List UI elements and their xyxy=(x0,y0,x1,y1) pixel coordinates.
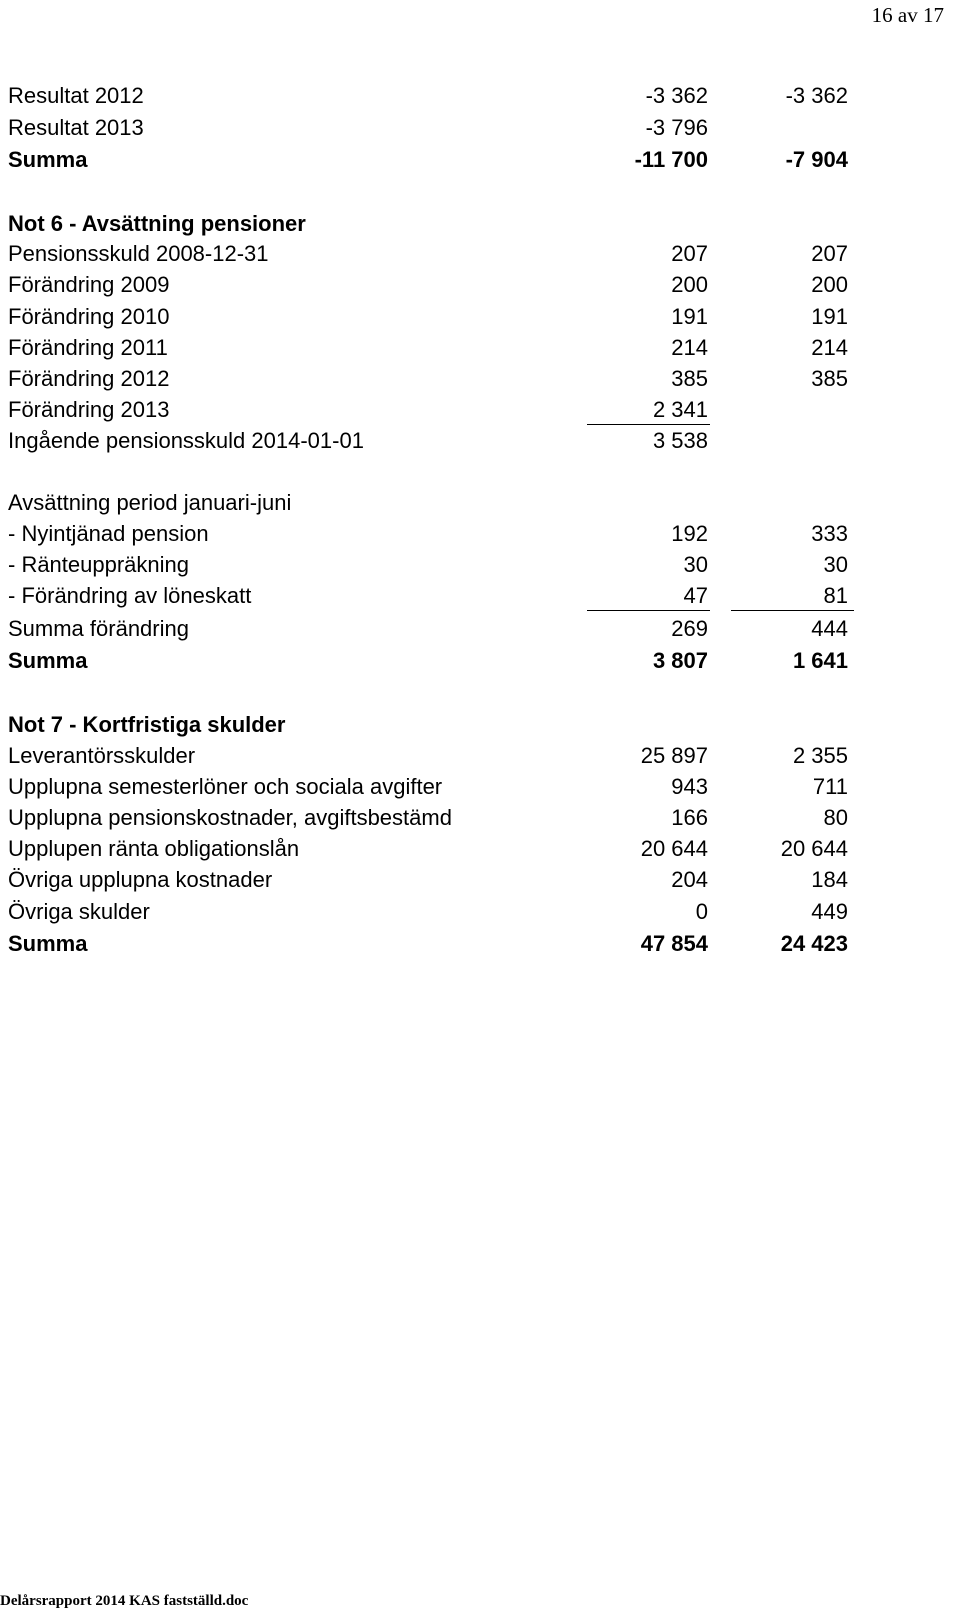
row-forandring-2010 xyxy=(8,303,848,331)
value-col-2: 184 xyxy=(811,867,848,892)
row-label: Upplupna semesterlöner och sociala avgifter xyxy=(8,774,443,799)
row-forandring-2009 xyxy=(8,271,848,299)
row-label: Leverantörsskulder xyxy=(8,743,196,768)
row-resultat-2013 xyxy=(8,114,848,142)
value-col-1: -3 796 xyxy=(645,115,708,140)
value-col-2: 30 xyxy=(823,552,848,577)
row-label: Avsättning period januari-juni xyxy=(8,490,292,515)
row-forandring-2013 xyxy=(8,396,848,424)
row-summa-2 xyxy=(8,647,848,675)
value-col-2: 333 xyxy=(811,521,848,546)
value-col-2: 24 423 xyxy=(780,931,848,956)
value-col-2: 449 xyxy=(811,899,848,924)
underline-col-1-loneskatt xyxy=(587,610,710,611)
value-col-2: 1 641 xyxy=(792,648,848,673)
value-col-1: 20 644 xyxy=(640,836,708,861)
row-pensionsskuld-2008 xyxy=(8,240,848,268)
row-semesterloner xyxy=(8,773,848,801)
row-label: Förändring 2010 xyxy=(8,304,170,329)
row-label: - Nyintjänad pension xyxy=(8,521,209,546)
row-label: Pensionsskuld 2008-12-31 xyxy=(8,241,269,266)
value-col-1: 3 538 xyxy=(652,428,708,453)
row-forandring-2012 xyxy=(8,365,848,393)
row-label: Upplupna pensionskostnader, avgiftsbestämd xyxy=(8,805,452,830)
row-label: Förändring 2012 xyxy=(8,366,170,391)
row-label: Ingående pensionsskuld 2014-01-01 xyxy=(8,428,364,453)
value-col-1: 269 xyxy=(671,616,708,641)
row-label: Övriga skulder xyxy=(8,899,150,924)
value-col-1: 2 341 xyxy=(652,397,708,422)
subheading-avsattning-period xyxy=(8,489,848,517)
row-leverantorsskulder xyxy=(8,742,848,770)
row-summa-forandring xyxy=(8,615,848,643)
row-label: Upplupen ränta obligationslån xyxy=(8,836,300,861)
row-label: Förändring 2013 xyxy=(8,397,170,422)
value-col-2: 200 xyxy=(811,272,848,297)
row-label: Förändring 2009 xyxy=(8,272,170,297)
row-label: Summa xyxy=(8,147,88,172)
row-label: Övriga upplupna kostnader xyxy=(8,867,273,892)
row-pensionskostnader xyxy=(8,804,848,832)
value-col-1: 191 xyxy=(671,304,708,329)
row-nyintjanad-pension xyxy=(8,520,848,548)
value-col-1: 192 xyxy=(671,521,708,546)
value-col-1: 47 854 xyxy=(640,931,708,956)
row-summa-3 xyxy=(8,930,848,958)
row-summa-1 xyxy=(8,146,848,174)
value-col-1: 385 xyxy=(671,366,708,391)
row-forandring-2011 xyxy=(8,334,848,362)
footer-filename: Delårsrapport 2014 KAS fastställd.doc xyxy=(0,1593,249,1609)
value-col-2: -3 362 xyxy=(785,83,848,108)
value-col-2: -7 904 xyxy=(785,147,848,172)
heading-not-6 xyxy=(8,210,848,238)
row-label: Resultat 2012 xyxy=(8,83,144,108)
value-col-1: 200 xyxy=(671,272,708,297)
row-resultat-2012 xyxy=(8,82,848,110)
row-label: Summa xyxy=(8,648,88,673)
value-col-2: 385 xyxy=(811,366,848,391)
value-col-2: 81 xyxy=(823,583,848,608)
value-col-2: 20 644 xyxy=(780,836,848,861)
row-ranteupprakning xyxy=(8,551,848,579)
value-col-2: 444 xyxy=(811,616,848,641)
row-label: Resultat 2013 xyxy=(8,115,144,140)
row-ranta-obligationslan xyxy=(8,835,848,863)
value-col-2: 191 xyxy=(811,304,848,329)
row-label: Summa förändring xyxy=(8,616,189,641)
value-col-2: 2 355 xyxy=(792,743,848,768)
value-col-1: 25 897 xyxy=(640,743,708,768)
value-col-2: 207 xyxy=(811,241,848,266)
underline-col-2-loneskatt xyxy=(731,610,854,611)
row-label: Not 6 - Avsättning pensioner xyxy=(8,211,306,236)
heading-not-7 xyxy=(8,711,848,739)
value-col-1: 0 xyxy=(695,899,708,924)
row-label: Förändring 2011 xyxy=(8,335,168,360)
row-label: Not 7 - Kortfristiga skulder xyxy=(8,712,286,737)
value-col-1: 166 xyxy=(671,805,708,830)
row-label: - Ränteuppräkning xyxy=(8,552,190,577)
value-col-1: 47 xyxy=(683,583,708,608)
row-ingaende-pensionsskuld xyxy=(8,427,848,455)
value-col-1: 207 xyxy=(671,241,708,266)
value-col-1: -11 700 xyxy=(634,147,708,172)
value-col-2: 80 xyxy=(823,805,848,830)
value-col-1: 30 xyxy=(683,552,708,577)
row-ovriga-upplupna xyxy=(8,866,848,894)
row-label: - Förändring av löneskatt xyxy=(8,583,252,608)
value-col-1: 3 807 xyxy=(652,648,708,673)
value-col-2: 711 xyxy=(812,774,848,799)
value-col-1: 204 xyxy=(671,867,708,892)
row-forandring-loneskatt xyxy=(8,582,848,610)
row-label: Summa xyxy=(8,931,88,956)
value-col-1: -3 362 xyxy=(645,83,708,108)
value-col-2: 214 xyxy=(811,335,848,360)
underline-col-1-forandring-2013 xyxy=(587,424,710,425)
value-col-1: 943 xyxy=(671,774,708,799)
value-col-1: 214 xyxy=(671,335,708,360)
row-ovriga-skulder xyxy=(8,898,848,926)
page-number: 16 av 17 xyxy=(871,3,944,27)
